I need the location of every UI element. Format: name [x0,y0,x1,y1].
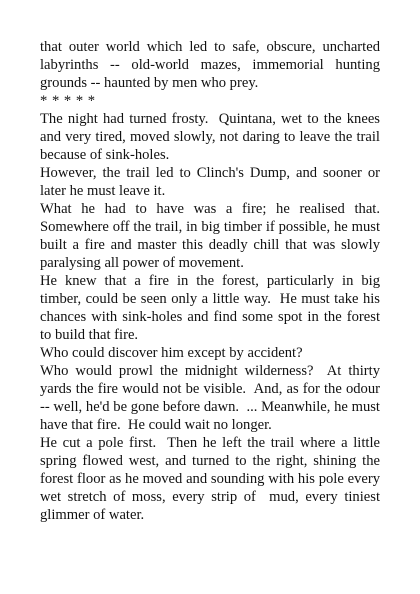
paragraph-clinchs-dump: However, the trail led to Clinch's Dump, and sooner or later he must leave it. [40,165,384,199]
paragraph-fire-needed: What he had to have was a fire; he realised that. Somewhere off the trail, in big timber if possible, he must built a fire and master this deadly chill that was slowly paralysing all power of movement. [40,201,384,271]
section-separator: * * * * * [40,93,96,109]
paragraph-cut-a-pole: He cut a pole first. Then he left the trail where a little spring flowed west, and turned to the right, shining the forest floor as he moved and sounding with his pole every wet stretch of moss, every strip of mud, every tiniest glimmer of water. [40,435,384,523]
paragraph-who-would-prowl: Who would prowl the midnight wilderness? At thirty yards the fire would not be visible. And, as for the odour -- well, he'd be gone before dawn. ... Meanwhile, he must have that fire. He could wait no longer. [40,363,384,433]
document-page [40,38,384,524]
paragraph-who-could-discover: Who could discover him except by accident? [40,345,303,361]
paragraph-night-frosty: The night had turned frosty. Quintana, wet to the knees and very tired, moved slowly, not daring to leave the trail because of sink-holes. [40,111,384,163]
paragraph-fire-in-forest: He knew that a fire in the forest, particularly in big timber, could be seen only a little way. He must take his chances with sink-holes and find some spot in the forest to build that fire. [40,273,384,343]
paragraph-opening: that outer world which led to safe, obscure, uncharted labyrinths -- old-world mazes, immemorial hunting grounds -- haunted by men who prey. [40,39,384,91]
